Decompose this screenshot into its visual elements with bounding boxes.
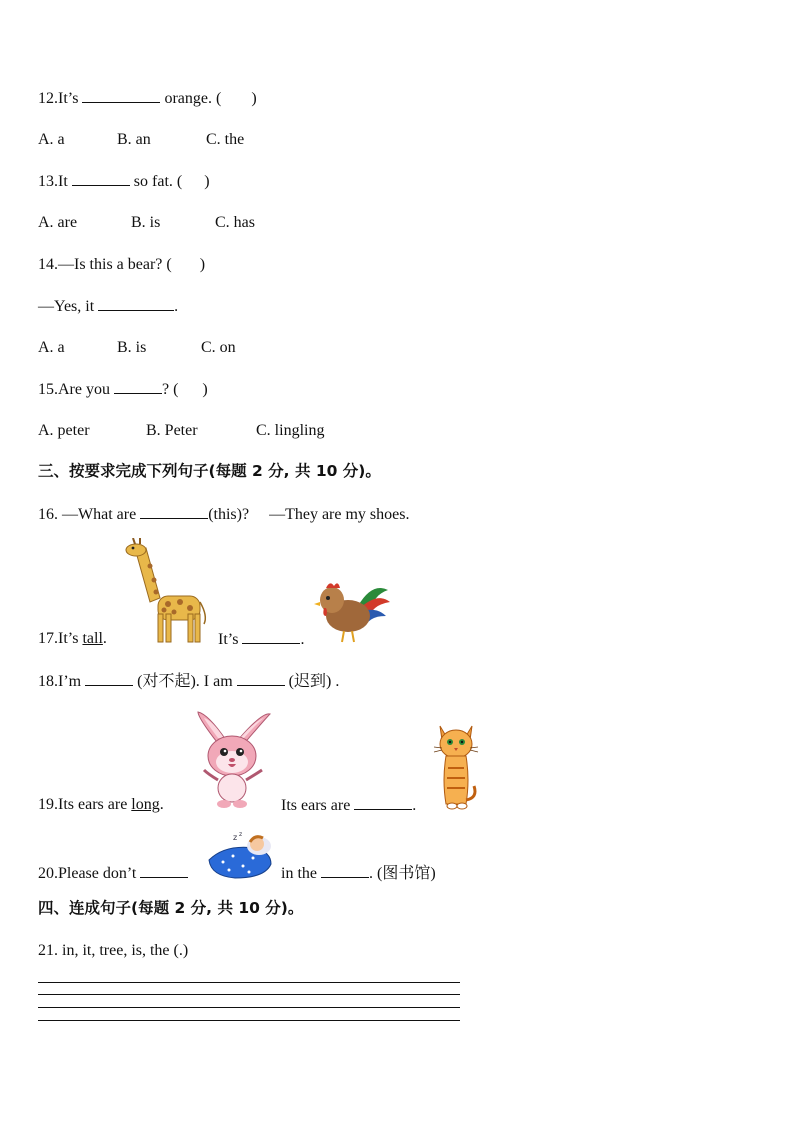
question-14-answer — [38, 296, 178, 317]
option[interactable]: B. is — [117, 339, 147, 356]
answer-blank[interactable] — [354, 795, 412, 810]
q14-paren-close: ) — [199, 256, 206, 273]
q18-hint1: (对不起). I am — [137, 673, 233, 690]
q14-line2-prefix: —Yes, it — [38, 298, 95, 315]
answer-blank[interactable] — [85, 671, 133, 686]
q15-prefix: 15.Are you — [38, 381, 110, 398]
answer-blank[interactable] — [72, 171, 130, 186]
question-18 — [38, 671, 339, 692]
q17-end: . — [102, 630, 107, 647]
q16-prefix: 16. —What are — [38, 506, 137, 523]
q16-answer: —They are my shoes. — [269, 506, 410, 523]
question-13 — [38, 171, 210, 192]
q18-hint2: (迟到) . — [288, 673, 340, 690]
question-19 — [38, 795, 164, 815]
option[interactable]: A. a — [38, 131, 65, 148]
q14-line1: 14.—Is this a bear? ( — [38, 256, 172, 273]
q17-second: It’s — [218, 631, 239, 648]
q15-paren-close: ) — [202, 381, 208, 398]
q13-options — [38, 213, 255, 233]
option[interactable]: B. Peter — [146, 422, 198, 439]
writing-line[interactable] — [38, 1020, 460, 1021]
question-20 — [38, 863, 188, 884]
answer-blank[interactable] — [140, 504, 208, 519]
svg-text:z: z — [233, 833, 238, 842]
q13-after: so fat. ( — [133, 173, 183, 190]
question-15 — [38, 379, 208, 400]
option[interactable]: A. peter — [38, 422, 90, 439]
sleeping-child-icon — [205, 830, 277, 882]
answer-blank[interactable] — [237, 671, 285, 686]
q13-prefix: 13.It — [38, 173, 68, 190]
q17-second-end: . — [300, 631, 305, 648]
q20-end: . (图书馆) — [369, 865, 436, 882]
option[interactable]: C. on — [201, 339, 236, 356]
question-19-second — [281, 795, 416, 816]
q17-prefix: 17.It’s — [38, 630, 79, 647]
q14-line2-end: . — [174, 298, 179, 315]
option[interactable]: B. an — [117, 131, 151, 148]
option[interactable]: A. a — [38, 339, 65, 356]
q19-second-end: . — [412, 797, 417, 814]
q20-middle: in the — [281, 865, 317, 882]
question-21: 21. in, it, tree, is, the (.) — [38, 942, 189, 959]
answer-blank[interactable] — [98, 296, 174, 311]
option[interactable]: C. the — [206, 131, 245, 148]
option[interactable]: C. lingling — [256, 422, 325, 439]
option[interactable]: A. are — [38, 214, 78, 231]
question-20-second — [281, 863, 436, 884]
q13-paren-close: ) — [204, 173, 210, 190]
q15-after: ? ( — [161, 381, 179, 398]
q18-prefix: 18.I’m — [38, 673, 82, 690]
question-16 — [38, 504, 409, 525]
option[interactable]: B. is — [131, 214, 161, 231]
section-3-heading: 三、按要求完成下列句子(每题 2 分, 共 10 分)。 — [38, 462, 381, 480]
question-14 — [38, 255, 205, 275]
q17-word: tall — [82, 630, 103, 647]
answer-blank[interactable] — [242, 629, 300, 644]
question-17-second — [218, 629, 304, 650]
writing-line[interactable] — [38, 1007, 460, 1008]
q15-options — [38, 421, 324, 441]
q16-after: (this)? — [208, 506, 250, 523]
rooster-icon — [310, 576, 392, 644]
q19-second: Its ears are — [281, 797, 351, 814]
q12-paren-close: ) — [251, 90, 257, 107]
rabbit-icon — [192, 708, 274, 810]
writing-line[interactable] — [38, 994, 460, 995]
answer-blank[interactable] — [140, 863, 188, 878]
q20-prefix: 20.Please don’t — [38, 865, 137, 882]
q12-after: orange. ( — [164, 90, 222, 107]
question-17 — [38, 629, 107, 649]
answer-blank[interactable] — [82, 88, 160, 103]
svg-text:z: z — [239, 831, 243, 838]
q14-options — [38, 338, 236, 358]
answer-blank[interactable] — [114, 379, 162, 394]
option[interactable]: C. has — [215, 214, 255, 231]
q19-word: long — [131, 796, 160, 813]
q12-prefix: 12.It’s — [38, 90, 79, 107]
cat-icon — [432, 720, 480, 812]
section-4-heading: 四、连成句子(每题 2 分, 共 10 分)。 — [38, 899, 304, 917]
question-12 — [38, 88, 257, 109]
q19-prefix: 19.Its ears are — [38, 796, 128, 813]
q19-end: . — [159, 796, 164, 813]
answer-blank[interactable] — [321, 863, 369, 878]
giraffe-icon — [122, 538, 210, 644]
writing-line[interactable] — [38, 982, 460, 983]
q12-options — [38, 130, 244, 150]
